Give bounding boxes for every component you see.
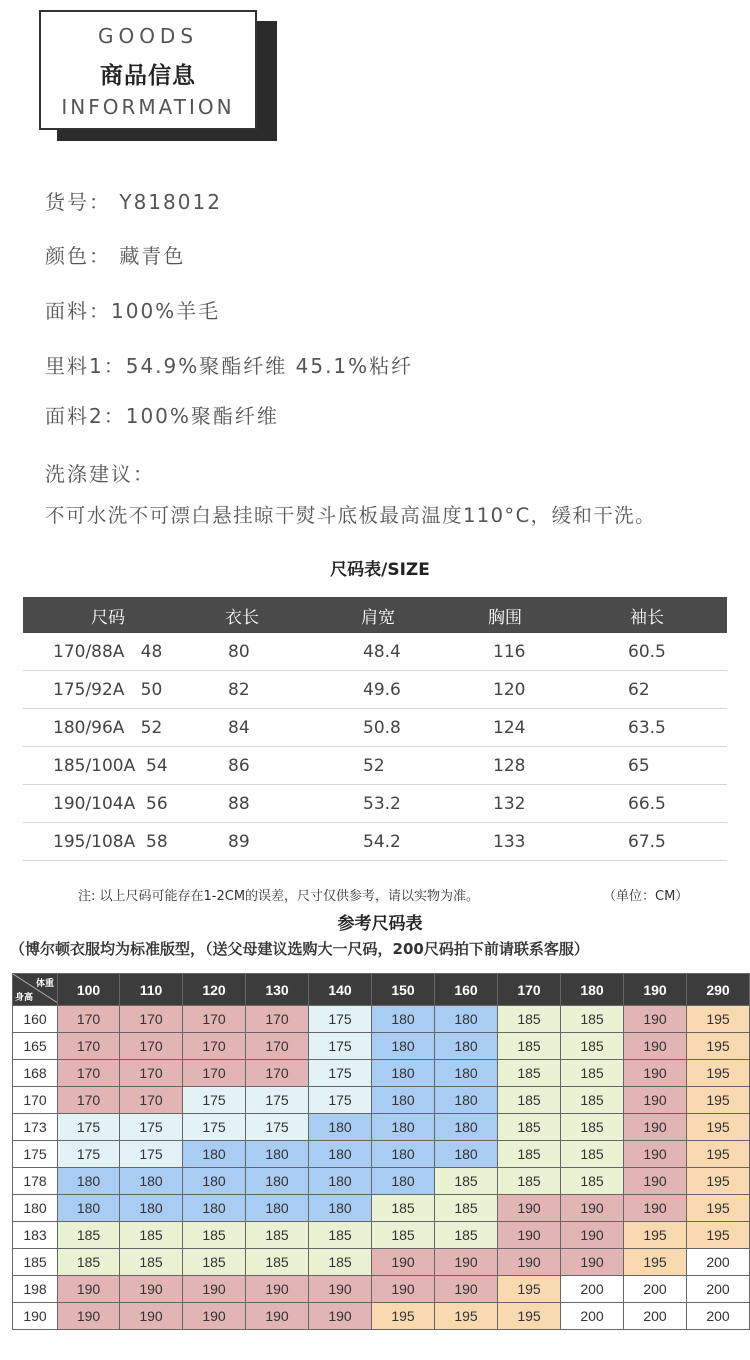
table-cell: 54.2 bbox=[363, 831, 401, 852]
size-cell: 180 bbox=[372, 1006, 435, 1033]
table-row bbox=[13, 1222, 750, 1249]
size-cell: 185 bbox=[58, 1249, 120, 1276]
table-row bbox=[13, 1303, 750, 1330]
header-badge bbox=[39, 10, 257, 130]
table-cell: 175/92A 50 bbox=[53, 679, 163, 700]
size-cell: 185 bbox=[58, 1222, 120, 1249]
size-cell: 180 bbox=[309, 1141, 372, 1168]
table-cell: 66.5 bbox=[628, 793, 666, 814]
reference-subtitle: （博尔顿衣服均为标准版型，（送父母建议选购大一尺码，200尺码拍下前请联系客服） bbox=[10, 940, 589, 958]
size-cell: 180 bbox=[309, 1195, 372, 1222]
size-cell: 185 bbox=[498, 1006, 561, 1033]
height-label: 198 bbox=[13, 1276, 58, 1303]
wash-label: 洗涤建议： bbox=[45, 462, 155, 486]
wash-text: 不可水洗不可漂白悬挂晾干熨斗底板最高温度110°C，缓和干洗。 bbox=[45, 504, 656, 527]
size-cell: 180 bbox=[435, 1114, 498, 1141]
header-chest: 胸围 bbox=[488, 607, 522, 628]
size-cell: 195 bbox=[624, 1249, 687, 1276]
reference-table bbox=[12, 973, 750, 1330]
size-cell: 170 bbox=[58, 1060, 120, 1087]
table-cell: 120 bbox=[493, 679, 526, 700]
height-label: 180 bbox=[13, 1195, 58, 1222]
size-cell: 190 bbox=[624, 1060, 687, 1087]
size-cell: 195 bbox=[435, 1303, 498, 1330]
size-cell: 175 bbox=[183, 1114, 246, 1141]
size-cell: 195 bbox=[687, 1141, 750, 1168]
fabric2-info: 面料2：100%聚酯纤维 bbox=[45, 404, 279, 428]
table-row bbox=[13, 1006, 750, 1033]
table-cell: 185/100A 54 bbox=[53, 755, 168, 776]
size-cell: 170 bbox=[183, 1060, 246, 1087]
size-cell: 175 bbox=[246, 1114, 309, 1141]
size-cell: 185 bbox=[498, 1168, 561, 1195]
weight-header: 130 bbox=[246, 974, 309, 1006]
table-cell: 52 bbox=[363, 755, 385, 776]
height-label: 170 bbox=[13, 1087, 58, 1114]
header-sleeve: 袖长 bbox=[630, 607, 664, 628]
size-cell: 190 bbox=[246, 1303, 309, 1330]
size-cell: 180 bbox=[120, 1195, 183, 1222]
table-cell: 132 bbox=[493, 793, 526, 814]
size-cell: 195 bbox=[687, 1006, 750, 1033]
size-cell: 175 bbox=[120, 1114, 183, 1141]
size-unit: （单位：CM） bbox=[603, 889, 689, 904]
size-cell: 190 bbox=[246, 1276, 309, 1303]
size-cell: 195 bbox=[687, 1033, 750, 1060]
table-row bbox=[23, 823, 727, 861]
table-cell: 190/104A 56 bbox=[53, 793, 168, 814]
corner-cell bbox=[13, 974, 58, 1006]
size-cell: 175 bbox=[309, 1087, 372, 1114]
size-cell: 175 bbox=[246, 1087, 309, 1114]
size-cell: 180 bbox=[183, 1195, 246, 1222]
table-cell: 84 bbox=[228, 717, 250, 738]
size-cell: 185 bbox=[246, 1222, 309, 1249]
size-cell: 180 bbox=[58, 1195, 120, 1222]
size-cell: 185 bbox=[372, 1222, 435, 1249]
size-cell: 190 bbox=[120, 1303, 183, 1330]
item-number: 货号： Y818012 bbox=[45, 190, 222, 214]
size-cell: 185 bbox=[498, 1141, 561, 1168]
size-cell: 185 bbox=[561, 1114, 624, 1141]
size-cell: 175 bbox=[309, 1006, 372, 1033]
size-cell: 195 bbox=[372, 1303, 435, 1330]
table-row bbox=[13, 1141, 750, 1168]
size-cell: 180 bbox=[183, 1168, 246, 1195]
size-cell: 190 bbox=[183, 1303, 246, 1330]
size-cell: 180 bbox=[372, 1168, 435, 1195]
header-en-bottom: INFORMATION bbox=[61, 95, 235, 119]
table-cell: 133 bbox=[493, 831, 526, 852]
size-cell: 170 bbox=[246, 1033, 309, 1060]
size-cell: 190 bbox=[435, 1276, 498, 1303]
size-cell: 190 bbox=[372, 1276, 435, 1303]
size-cell: 170 bbox=[246, 1060, 309, 1087]
size-cell: 185 bbox=[561, 1060, 624, 1087]
size-cell: 180 bbox=[246, 1141, 309, 1168]
size-cell: 190 bbox=[58, 1276, 120, 1303]
height-label: 165 bbox=[13, 1033, 58, 1060]
weight-header: 160 bbox=[435, 974, 498, 1006]
table-cell: 48.4 bbox=[363, 641, 401, 662]
table-row bbox=[23, 709, 727, 747]
size-cell: 180 bbox=[435, 1087, 498, 1114]
header-size: 尺码 bbox=[91, 607, 125, 628]
size-cell: 185 bbox=[561, 1141, 624, 1168]
table-cell: 49.6 bbox=[363, 679, 401, 700]
size-cell: 190 bbox=[624, 1006, 687, 1033]
table-cell: 80 bbox=[228, 641, 250, 662]
size-cell: 195 bbox=[687, 1087, 750, 1114]
size-cell: 190 bbox=[561, 1249, 624, 1276]
size-cell: 175 bbox=[309, 1060, 372, 1087]
table-row bbox=[13, 1249, 750, 1276]
size-cell: 185 bbox=[309, 1249, 372, 1276]
size-note: 注: 以上尺码可能存在1-2CM的误差，尺寸仅供参考，请以实物为准。 bbox=[78, 889, 480, 904]
size-cell: 190 bbox=[498, 1195, 561, 1222]
size-cell: 190 bbox=[309, 1276, 372, 1303]
table-row bbox=[13, 1033, 750, 1060]
size-cell: 170 bbox=[120, 1060, 183, 1087]
table-row bbox=[23, 671, 727, 709]
size-cell: 190 bbox=[561, 1195, 624, 1222]
size-cell: 185 bbox=[561, 1033, 624, 1060]
size-cell: 190 bbox=[120, 1276, 183, 1303]
weight-header: 170 bbox=[498, 974, 561, 1006]
size-cell: 185 bbox=[498, 1087, 561, 1114]
size-cell: 180 bbox=[435, 1006, 498, 1033]
size-cell: 185 bbox=[120, 1249, 183, 1276]
size-cell: 200 bbox=[687, 1276, 750, 1303]
size-cell: 170 bbox=[120, 1006, 183, 1033]
size-cell: 200 bbox=[624, 1276, 687, 1303]
table-cell: 88 bbox=[228, 793, 250, 814]
size-cell: 185 bbox=[498, 1033, 561, 1060]
size-cell: 195 bbox=[498, 1303, 561, 1330]
size-cell: 190 bbox=[58, 1303, 120, 1330]
table-cell: 89 bbox=[228, 831, 250, 852]
size-cell: 170 bbox=[58, 1006, 120, 1033]
table-cell: 63.5 bbox=[628, 717, 666, 738]
size-cell: 170 bbox=[183, 1006, 246, 1033]
table-cell: 60.5 bbox=[628, 641, 666, 662]
weight-header: 140 bbox=[309, 974, 372, 1006]
height-label: 185 bbox=[13, 1249, 58, 1276]
height-label: 160 bbox=[13, 1006, 58, 1033]
table-row bbox=[13, 1060, 750, 1087]
size-cell: 185 bbox=[561, 1087, 624, 1114]
size-cell: 195 bbox=[624, 1222, 687, 1249]
size-cell: 190 bbox=[624, 1114, 687, 1141]
size-cell: 190 bbox=[561, 1222, 624, 1249]
size-cell: 190 bbox=[435, 1249, 498, 1276]
reference-title: 参考尺码表 bbox=[337, 914, 423, 934]
table-cell: 62 bbox=[628, 679, 650, 700]
size-cell: 190 bbox=[309, 1303, 372, 1330]
table-row bbox=[13, 1195, 750, 1222]
table-cell: 116 bbox=[493, 641, 526, 662]
size-cell: 180 bbox=[435, 1060, 498, 1087]
size-cell: 170 bbox=[246, 1006, 309, 1033]
size-cell: 170 bbox=[58, 1087, 120, 1114]
table-cell: 65 bbox=[628, 755, 650, 776]
size-cell: 195 bbox=[687, 1060, 750, 1087]
size-cell: 185 bbox=[498, 1060, 561, 1087]
size-cell: 200 bbox=[687, 1303, 750, 1330]
header-en-top: GOODS bbox=[97, 24, 199, 48]
height-label: 175 bbox=[13, 1141, 58, 1168]
size-cell: 180 bbox=[435, 1033, 498, 1060]
size-cell: 175 bbox=[183, 1087, 246, 1114]
header-shoulder: 肩宽 bbox=[361, 607, 395, 628]
size-cell: 180 bbox=[372, 1060, 435, 1087]
size-table bbox=[23, 597, 727, 861]
fabric-info: 面料：100%羊毛 bbox=[45, 299, 221, 323]
lining-info: 里料1：54.9%聚酯纤维 45.1%粘纤 bbox=[45, 354, 414, 378]
table-row bbox=[13, 1168, 750, 1195]
size-cell: 190 bbox=[624, 1087, 687, 1114]
size-cell: 190 bbox=[624, 1168, 687, 1195]
size-cell: 190 bbox=[624, 1033, 687, 1060]
size-cell: 190 bbox=[183, 1276, 246, 1303]
table-row bbox=[13, 1087, 750, 1114]
header-length: 衣长 bbox=[225, 607, 259, 628]
size-cell: 190 bbox=[372, 1249, 435, 1276]
height-label: 173 bbox=[13, 1114, 58, 1141]
weight-header: 180 bbox=[561, 974, 624, 1006]
size-cell: 170 bbox=[120, 1033, 183, 1060]
size-cell: 175 bbox=[120, 1141, 183, 1168]
corner-weight-label: 体重 bbox=[35, 978, 54, 988]
size-cell: 200 bbox=[561, 1303, 624, 1330]
height-label: 183 bbox=[13, 1222, 58, 1249]
height-label: 178 bbox=[13, 1168, 58, 1195]
size-cell: 200 bbox=[687, 1249, 750, 1276]
size-cell: 180 bbox=[372, 1033, 435, 1060]
size-cell: 185 bbox=[183, 1249, 246, 1276]
weight-header: 100 bbox=[58, 974, 120, 1006]
height-label: 168 bbox=[13, 1060, 58, 1087]
size-cell: 185 bbox=[561, 1006, 624, 1033]
size-cell: 190 bbox=[498, 1222, 561, 1249]
size-cell: 195 bbox=[687, 1222, 750, 1249]
table-row bbox=[13, 1114, 750, 1141]
table-row bbox=[13, 1276, 750, 1303]
size-cell: 185 bbox=[435, 1222, 498, 1249]
size-cell: 190 bbox=[624, 1195, 687, 1222]
table-row bbox=[23, 747, 727, 785]
header-title: 商品信息 bbox=[100, 63, 196, 89]
weight-header: 110 bbox=[120, 974, 183, 1006]
size-cell: 200 bbox=[624, 1303, 687, 1330]
size-cell: 180 bbox=[58, 1168, 120, 1195]
table-cell: 170/88A 48 bbox=[53, 641, 163, 662]
size-cell: 185 bbox=[309, 1222, 372, 1249]
size-cell: 195 bbox=[687, 1195, 750, 1222]
weight-header: 150 bbox=[372, 974, 435, 1006]
color-info: 颜色： 藏青色 bbox=[45, 244, 186, 268]
size-cell: 180 bbox=[372, 1114, 435, 1141]
table-cell: 53.2 bbox=[363, 793, 401, 814]
size-cell: 195 bbox=[687, 1168, 750, 1195]
size-cell: 175 bbox=[58, 1141, 120, 1168]
size-cell: 180 bbox=[309, 1114, 372, 1141]
size-cell: 180 bbox=[246, 1168, 309, 1195]
size-cell: 170 bbox=[58, 1033, 120, 1060]
table-cell: 86 bbox=[228, 755, 250, 776]
size-cell: 175 bbox=[309, 1033, 372, 1060]
size-cell: 185 bbox=[498, 1114, 561, 1141]
size-cell: 190 bbox=[624, 1141, 687, 1168]
size-cell: 195 bbox=[687, 1114, 750, 1141]
size-cell: 170 bbox=[120, 1087, 183, 1114]
size-cell: 195 bbox=[498, 1276, 561, 1303]
size-cell: 180 bbox=[309, 1168, 372, 1195]
table-row bbox=[23, 633, 727, 671]
size-cell: 190 bbox=[498, 1249, 561, 1276]
table-cell: 67.5 bbox=[628, 831, 666, 852]
size-cell: 185 bbox=[561, 1168, 624, 1195]
table-cell: 50.8 bbox=[363, 717, 401, 738]
size-cell: 185 bbox=[183, 1222, 246, 1249]
weight-header: 190 bbox=[624, 974, 687, 1006]
size-cell: 180 bbox=[372, 1087, 435, 1114]
size-table-header bbox=[23, 597, 727, 633]
table-cell: 180/96A 52 bbox=[53, 717, 163, 738]
weight-header: 290 bbox=[687, 974, 750, 1006]
size-cell: 185 bbox=[435, 1168, 498, 1195]
size-cell: 180 bbox=[372, 1141, 435, 1168]
table-cell: 124 bbox=[493, 717, 526, 738]
size-cell: 185 bbox=[372, 1195, 435, 1222]
size-cell: 175 bbox=[58, 1114, 120, 1141]
table-cell: 128 bbox=[493, 755, 526, 776]
size-cell: 180 bbox=[183, 1141, 246, 1168]
corner-height-label: 身高 bbox=[15, 992, 34, 1002]
table-cell: 195/108A 58 bbox=[53, 831, 168, 852]
size-cell: 170 bbox=[183, 1033, 246, 1060]
size-cell: 185 bbox=[246, 1249, 309, 1276]
size-cell: 180 bbox=[246, 1195, 309, 1222]
size-cell: 180 bbox=[435, 1141, 498, 1168]
weight-header: 120 bbox=[183, 974, 246, 1006]
size-chart-title: 尺码表/SIZE bbox=[330, 560, 430, 580]
height-label: 190 bbox=[13, 1303, 58, 1330]
table-row bbox=[23, 785, 727, 823]
size-cell: 185 bbox=[435, 1195, 498, 1222]
size-cell: 200 bbox=[561, 1276, 624, 1303]
table-cell: 82 bbox=[228, 679, 250, 700]
size-cell: 185 bbox=[120, 1222, 183, 1249]
size-cell: 180 bbox=[120, 1168, 183, 1195]
